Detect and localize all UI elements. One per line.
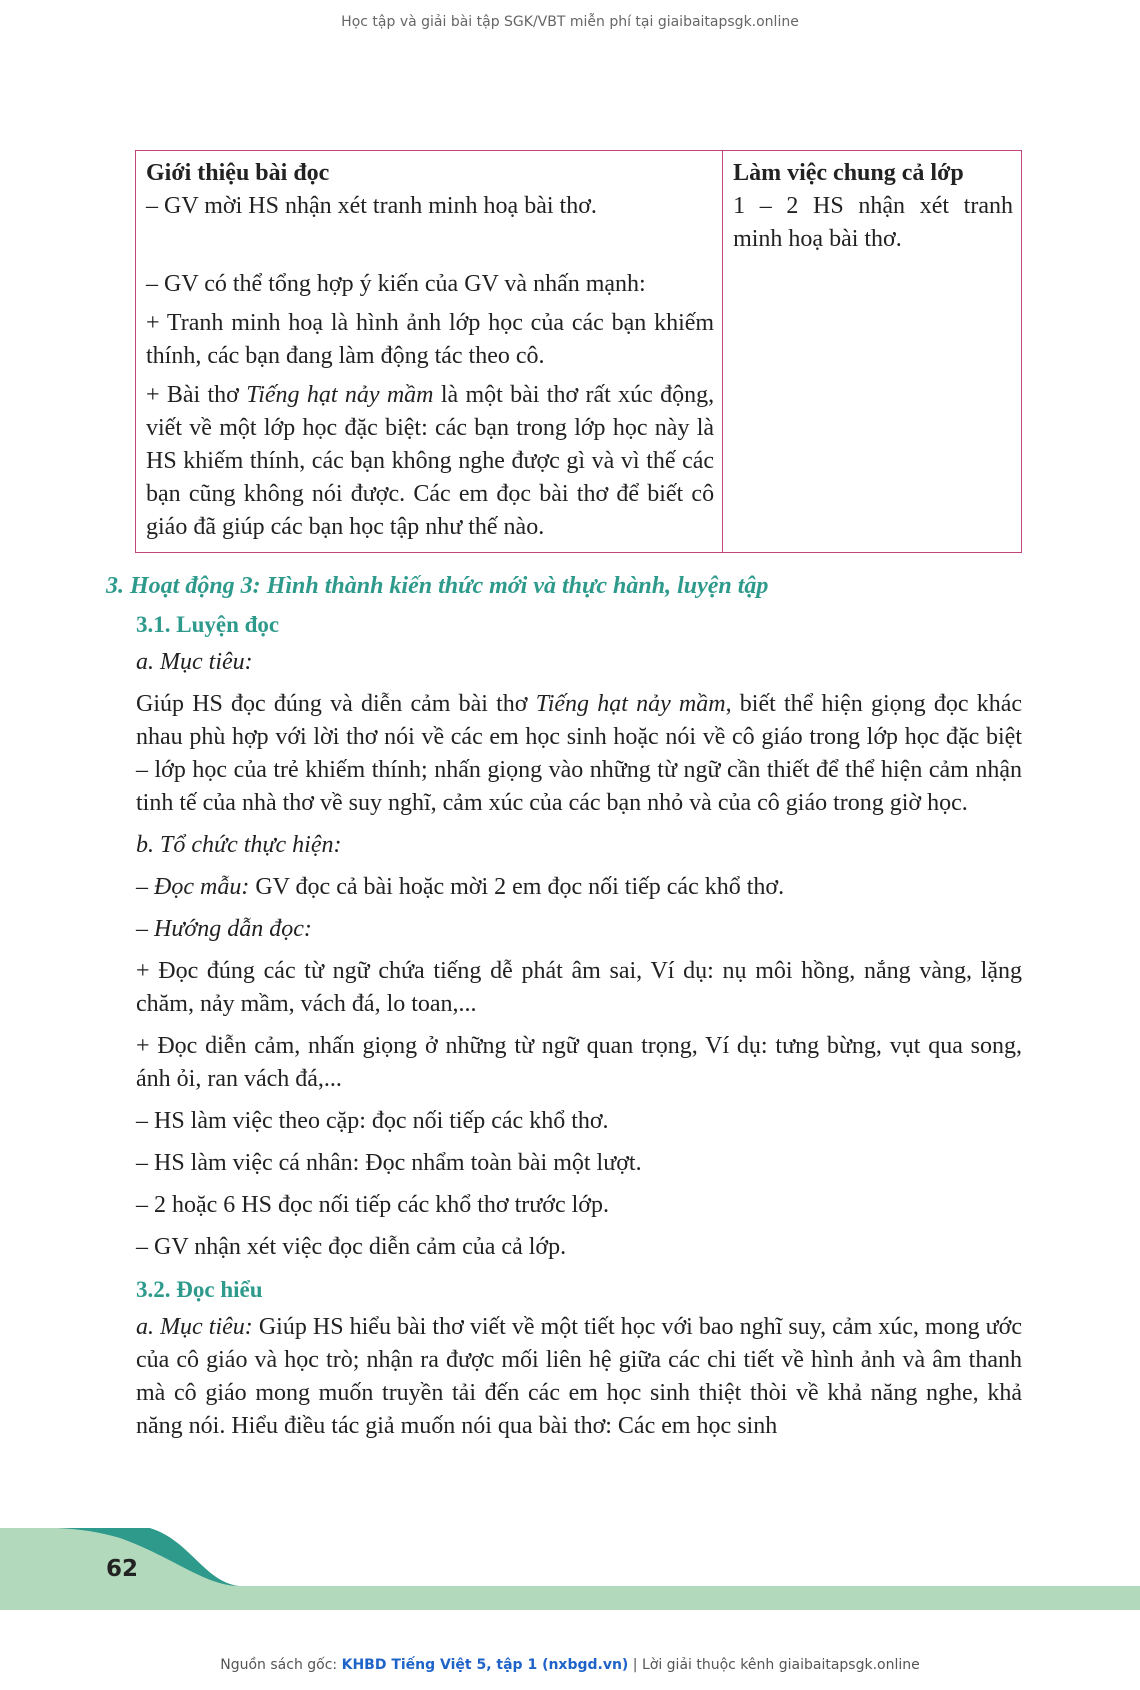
page-number: 62 (106, 1556, 139, 1582)
s31-goal-pre: Giúp HS đọc đúng và diễn cảm bài thơ (136, 691, 536, 717)
table-row (136, 151, 1022, 553)
lesson-table (135, 150, 1022, 553)
s31-poem-title: Tiếng hạt nảy mầm (535, 691, 726, 717)
teacher-line-4-pre: + Bài thơ (146, 382, 247, 408)
section-3-1-heading: 3.1. Luyện đọc (136, 612, 280, 637)
source-post: | Lời giải thuộc kênh giaibaitapsgk.online (628, 1657, 920, 1673)
teacher-activities-cell (136, 151, 723, 553)
s31-guide-1: + Đọc đúng các từ ngữ chứa tiếng dễ phát âm sai, Ví dụ: nụ môi hồng, nắng vàng, lặng chăm, nảy mầm, vách đá, lo toan,... (136, 958, 1022, 1017)
top-banner: Học tập và giải bài tập SGK/VBT miễn phí tại giaibaitapsgk.online (341, 14, 799, 30)
s32-goal-text: Giúp HS hiểu bài thơ viết về một tiết học với bao nghĩ suy, cảm xúc, mong ước của cô giáo và học trò; nhận ra được mối liên hệ giữa các chi tiết về hình ảnh và âm thanh mà cô giáo mong muốn truyền tải đến các em học sinh thiệt thòi về khả năng nghe, khả năng nói. Hiểu điều tác giả muốn nói qua bài thơ: Các em học sinh (136, 1314, 1023, 1439)
source-pre: Nguồn sách gốc: (220, 1657, 342, 1673)
s32-goal-paragraph (136, 1311, 1022, 1443)
main-content (106, 568, 1023, 1452)
bottom-banner (0, 1657, 1140, 1673)
section-3-heading: 3. Hoạt động 3: Hình thành kiến thức mới và thực hành, luyện tập (106, 573, 769, 599)
s31-step-2: – HS làm việc cá nhân: Đọc nhẩm toàn bài một lượt. (136, 1150, 642, 1176)
s31-goal-post: , biết thể hiện giọng đọc khác nhau phù hợp với lời thơ nói về các em học sinh hoặc nói về cô giáo trong lớp học đặc biệt – lớp học của trẻ khiếm thính; nhấn giọng vào những từ ngữ cần thiết để thể hiện cảm nhận tinh tế của nhà thơ về suy nghĩ, cảm xúc của các bạn nhỏ và của cô giáo trong giờ học. (136, 691, 1022, 816)
teacher-line-1: – GV mời HS nhận xét tranh minh hoạ bài thơ. (146, 193, 597, 219)
teacher-cell-heading: Giới thiệu bài đọc (146, 160, 330, 186)
s31-model-reading (136, 871, 1022, 904)
s32-goal-label: a. Mục tiêu: (136, 1314, 253, 1340)
s31-guide-2: + Đọc diễn cảm, nhấn giọng ở những từ ngữ quan trọng, Ví dụ: tưng bừng, vụt qua song, ánh ỏi, ran vách đá,... (136, 1033, 1022, 1092)
teacher-line-4 (146, 379, 714, 544)
student-line-1: 1 – 2 HS nhận xét tranh minh hoạ bài thơ. (733, 193, 1013, 252)
s31-guide-label: – Hướng dẫn đọc: (136, 916, 312, 942)
source-book-link[interactable]: KHBD Tiếng Việt 5, tập 1 (nxbgd.vn) (341, 1657, 629, 1673)
student-activities-cell (723, 151, 1022, 553)
teacher-line-2: – GV có thể tổng hợp ý kiến của GV và nhấn mạnh: (146, 271, 646, 297)
s31-model-label: – Đọc mẫu: (136, 874, 250, 900)
s31-org-label: b. Tổ chức thực hiện: (136, 832, 342, 858)
teacher-line-3: + Tranh minh hoạ là hình ảnh lớp học của các bạn khiếm thính, các bạn đang làm động tác theo cô. (146, 310, 715, 369)
section-3-2-heading: 3.2. Đọc hiểu (136, 1277, 263, 1302)
s31-goal-label: a. Mục tiêu: (136, 649, 253, 675)
s31-goal-paragraph (136, 688, 1022, 820)
poem-title: Tiếng hạt nảy mầm (246, 382, 434, 408)
teacher-line-4-post: là một bài thơ rất xúc động, viết về một lớp học đặc biệt: các bạn trong lớp học này là HS khiếm thính, các bạn không nghe được gì và vì thế các bạn cũng không nói được. Các em đọc bài thơ để biết cô giáo đã giúp các bạn học tập như thế nào. (146, 382, 715, 540)
s31-step-1: – HS làm việc theo cặp: đọc nối tiếp các khổ thơ. (136, 1108, 609, 1134)
s31-step-3: – 2 hoặc 6 HS đọc nối tiếp các khổ thơ trước lớp. (136, 1192, 609, 1218)
footer-band (0, 1528, 1140, 1610)
student-cell-heading: Làm việc chung cả lớp (733, 160, 964, 186)
s31-model-text: GV đọc cả bài hoặc mời 2 em đọc nối tiếp các khổ thơ. (249, 874, 785, 900)
s31-step-4: – GV nhận xét việc đọc diễn cảm của cả lớp. (136, 1234, 567, 1260)
